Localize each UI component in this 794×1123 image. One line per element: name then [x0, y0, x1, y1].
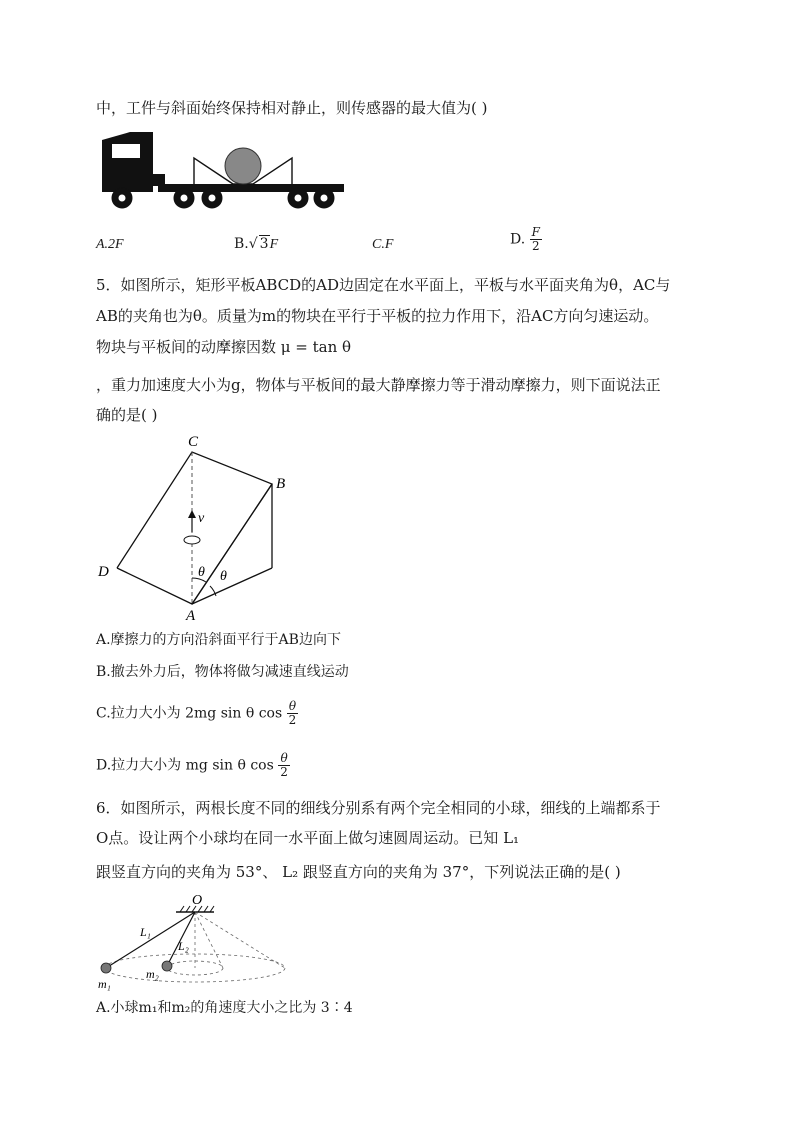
plate-outline: [117, 452, 272, 604]
q6-stem-line1: 6．如图所示，两根长度不同的细线分别系有两个完全相同的小球，细线的上端都系于: [96, 799, 661, 817]
q5-stem-line4: ，重力加速度大小为g，物体与平板间的最大静摩擦力等于滑动摩擦力，则下面说法正: [96, 376, 661, 394]
label-theta-1: θ: [198, 565, 205, 580]
velocity-arrow: [188, 510, 196, 518]
fraction: $\frac{\theta}{2}$: [288, 699, 297, 727]
q4-option-d[interactable]: D. $\frac{F}{2}$: [510, 225, 540, 253]
q4-option-c[interactable]: C.F: [372, 237, 394, 252]
label-theta-2: θ: [220, 569, 227, 584]
q5-option-d[interactable]: D.拉力大小为 mg sin θ cos $\frac{\theta}{2}$: [96, 751, 288, 779]
label-c: C: [188, 434, 199, 450]
q6-option-a[interactable]: A.小球m₁和m₂的角速度大小之比为 3∶4: [96, 1000, 353, 1016]
truck-window: [112, 144, 140, 158]
workpiece-ball: [225, 148, 261, 184]
label-d: D: [98, 564, 109, 580]
label-m1: m₁: [98, 977, 111, 991]
q6-stem-line3: 跟竖直方向的夹角为 53°、 L₂ 跟竖直方向的夹角为 37°，下列说法正确的是( ): [96, 863, 621, 881]
ball-m2: [162, 961, 172, 971]
q5-stem-line2: AB的夹角也为θ。质量为m的物块在平行于平板的拉力作用下，沿AC方向匀速运动。: [96, 307, 659, 325]
q4-option-b[interactable]: B.√ 3F: [234, 236, 279, 252]
sqrt-sign: √: [248, 236, 258, 252]
label-m2: m₂: [146, 967, 159, 981]
label-o: O: [192, 893, 203, 908]
block: [184, 536, 200, 544]
plate-figure: [92, 428, 302, 624]
label-v: v: [198, 511, 205, 526]
q5-option-a[interactable]: A.摩擦力的方向沿斜面平行于AB边向下: [96, 632, 341, 648]
q5-option-b[interactable]: B.撤去外力后，物体将做匀减速直线运动: [96, 664, 349, 680]
label-a: A: [186, 608, 196, 624]
label-l1: L₁: [140, 925, 151, 939]
label-b: B: [276, 476, 286, 492]
fraction: $\frac{F}{2}$: [531, 225, 540, 253]
q5-stem-line5: 确的是( ): [96, 406, 158, 424]
q4-option-a[interactable]: A.2F: [96, 237, 124, 252]
fraction: $\frac{\theta}{2}$: [280, 751, 288, 779]
q6-stem-line2: O点。设让两个小球均在同一水平面上做匀速圆周运动。已知 L₁: [96, 829, 520, 847]
truck-figure: [98, 128, 348, 212]
label-l2: L₂: [178, 939, 189, 953]
q5-option-c[interactable]: C.拉力大小为 2mg sin θ cos $\frac{\theta}{2}$: [96, 699, 297, 727]
q5-stem-line1: 5．如图所示，矩形平板ABCD的AD边固定在水平面上，平板与水平面夹角为θ，AC与: [96, 276, 671, 294]
q5-stem-line3: 物块与平板间的动摩擦因数 μ = tan θ: [96, 338, 352, 356]
ball-m1: [101, 963, 111, 973]
pendulum-figure: [94, 892, 294, 992]
q4-stem-tail: 中，工件与斜面始终保持相对静止，则传感器的最大值为( ): [96, 99, 488, 117]
truck-cab: [102, 132, 153, 192]
